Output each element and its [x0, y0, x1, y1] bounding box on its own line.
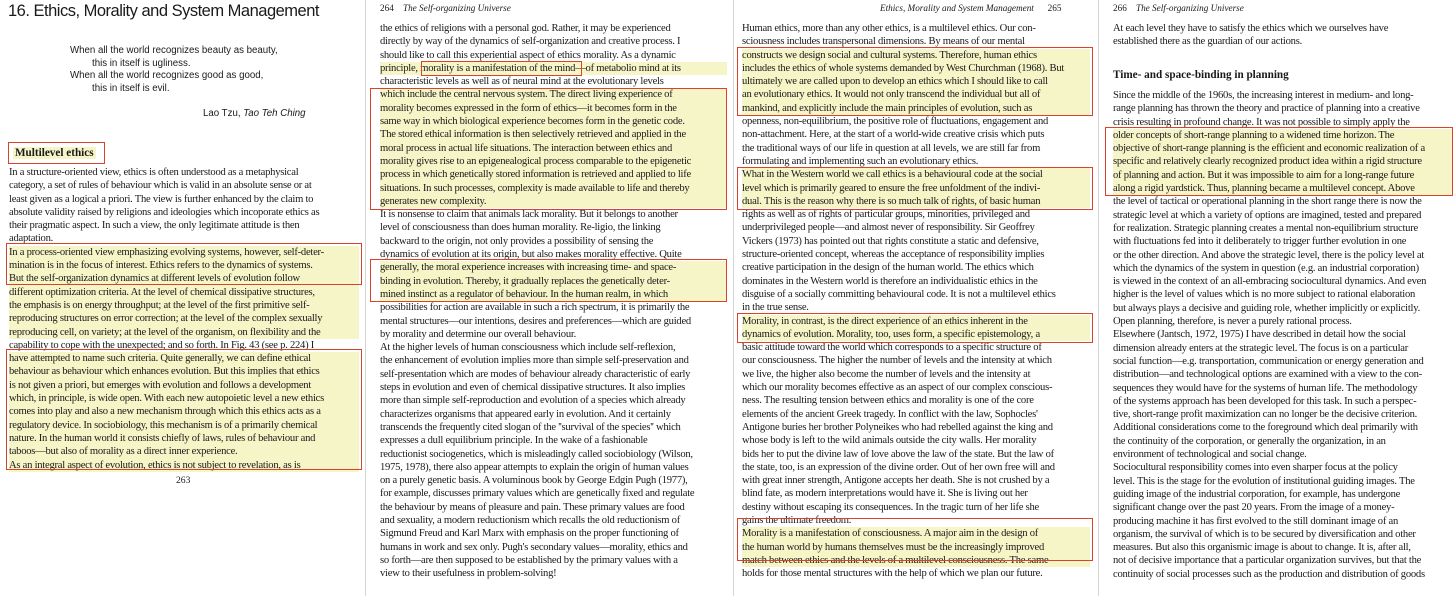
- text-line: should like to call this experiential aspect of ethics morality. As a dynamic: [380, 49, 676, 61]
- text-line: for realization. Strategic planning creates a mental non-equilibrium structure: [1113, 222, 1418, 234]
- text-line: basic attitude toward the world which corresponds to a specific structure of: [742, 342, 1042, 354]
- text-line: which, in principle, is wide open. With each new autopoietic level a new ethics: [9, 392, 359, 405]
- text-line: an evolutionary ethics. It would not only transcend the individual but all of: [742, 88, 1090, 101]
- epigraph-line: When all the world recognizes beauty as beauty,: [70, 45, 278, 56]
- page-number: 266: [1113, 3, 1127, 13]
- text-line: generates new complexity.: [380, 195, 727, 208]
- text-line: elements of the ancient Greek tragedy. In conflict with the law, Sophocles': [742, 408, 1038, 420]
- text-line: holds for those mental structures with the help of which we plan our future.: [742, 568, 1043, 580]
- text-line: sciousness includes transpersonal dimensions. By means of our mental: [742, 36, 1025, 48]
- body-text: [1113, 89, 1452, 581]
- text-line: Vickers (1973) has pointed out that rights constitute a static and defensive,: [742, 235, 1039, 247]
- text-line: Sociocultural responsibility comes into even sharper focus at the policy: [1113, 462, 1398, 474]
- text-line: objective of short-range planning is the efficient and economic realization of a: [1113, 142, 1452, 155]
- text-line: Additional considerations come to the foreground which deal primarily with: [1113, 422, 1418, 434]
- text-line: steps in evolution and even of chemical dissipative structures. It also implies: [380, 382, 686, 394]
- text-line: which the dynamics of the system in question (e.g. an industrial corporation): [1113, 262, 1419, 274]
- body-text: [380, 22, 727, 580]
- text-line: dual. This is the reason why there is so much talk of rights, of basic human: [742, 195, 1090, 208]
- text-line: constructs we design social and cultural systems. Therefore, human ethics: [742, 49, 1090, 62]
- text-line: for example, discusses primary values which are genetically fixed and regulate: [380, 488, 695, 500]
- text-line: level which is primarily geared to ensure the free unfoldment of the indivi-: [742, 182, 1090, 195]
- text-line: in the true sense.: [742, 302, 809, 314]
- text-line: the ethics of religions with a personal god. Rather, it may be experienced: [380, 23, 671, 34]
- text-line: guiding image of the industrial corporation, for example, has undergone: [1113, 488, 1401, 500]
- text-line: formulating and implementing such an evolutionary ethics.: [742, 155, 979, 167]
- epigraph-line: this in itself is ugliness.: [92, 57, 191, 69]
- running-title: Ethics, Morality and System Management: [880, 3, 1034, 13]
- text-line: the state, too, is an expression of the divine order. Out of her own free will and: [742, 461, 1055, 473]
- text-line: principle, morality is a manifestation of the mind—of metabolio mind at its: [380, 62, 727, 75]
- text-line: absolute validity raised by religions and ideologies which incoporate ethics as: [9, 206, 320, 218]
- text-line: Human ethics, more than any other ethics, is a multilevel ethics. Our con-: [742, 23, 1036, 34]
- text-line: The stored ethical information is then selectively retrieved and applied in the: [380, 128, 727, 141]
- text-line: their pragmatic aspect. In such a view, the only legitimate attitude is then: [9, 220, 300, 232]
- text-line: Morality, in contrast, is the direct experience of an ethics inherent in the: [742, 315, 1090, 328]
- text-line: whose body is left to the wild animals outside the city walls. Her morality: [742, 435, 1037, 447]
- text-line: of the systems approach has been developed for this task. In such a perspec-: [1113, 395, 1417, 407]
- section-heading-time-space-binding: Time- and space-binding in planning: [1113, 69, 1289, 81]
- text-line: mental structures—our intentions, desires and preferences—which are guided: [380, 315, 691, 327]
- text-line: established there as the guardian of our actions.: [1113, 36, 1302, 48]
- page-264: [366, 0, 733, 596]
- body-text-top: [1113, 22, 1452, 49]
- attribution-work: Tao Teh Ching: [243, 108, 306, 119]
- text-line: or the other direction. And above the strategic level, there is the policy level at: [1113, 249, 1425, 261]
- text-line: self-presentation which are modes of behaviour already characteristic of early: [380, 368, 691, 380]
- section-heading-multilevel-ethics: Multilevel ethics: [15, 147, 94, 159]
- text-line: includes the ethics of whole systems demanded by West Churchman (1968). But: [742, 62, 1090, 75]
- text-line: producing machine it has first evolved to the still dominant image of an: [1113, 515, 1399, 527]
- text-line: which our morality becomes effective as an aspect of our complex conscious-: [742, 382, 1053, 394]
- text-line: What in the Western world we call ethics is a behavioural code at the social: [742, 168, 1090, 181]
- text-line: the human world by humans themselves must be the increasingly improved: [742, 541, 1090, 554]
- body-text: [742, 22, 1090, 580]
- text-line: As an integral aspect of evolution, ethics is not subject to revelation, as is: [9, 459, 359, 472]
- page-263: [0, 0, 365, 596]
- text-line: At the higher levels of human consciousness which include self-reflexion,: [380, 342, 676, 354]
- text-line: destiny without escaping its consequences. In the tragic turn of her life she: [742, 501, 1040, 513]
- text-line: It is nonsense to claim that animals lack morality. But it belongs to another: [380, 209, 678, 221]
- text-line: environment of technological and social change.: [1113, 449, 1307, 461]
- attribution-author: Lao Tzu,: [203, 108, 244, 119]
- text-line: level. This is the stage for the evolution of institutional guiding images. The: [1113, 475, 1415, 487]
- text-line: is viewed in the context of an all-embracing sociocultural dynamics. And even: [1113, 276, 1427, 288]
- text-line: dimension already enters at the strategic level. The focus is on a particular: [1113, 342, 1409, 354]
- text-line: older concepts of short-range planning to a widened time horizon. The: [1113, 129, 1452, 142]
- text-line: ness. The resulting tension between ethics and morality is one of the core: [742, 395, 1034, 407]
- text-line: so forth—are then supposed to be established by the primary values with a: [380, 554, 678, 566]
- page-265: [734, 0, 1098, 596]
- epigraph: [70, 45, 278, 95]
- epigraph-line: When all the world recognizes good as good,: [70, 70, 264, 82]
- text-line: view to their usefulness in problem-solving!: [380, 568, 557, 580]
- text-line: dominates in the Western world is therefore an individualistic ethics in the: [742, 275, 1038, 287]
- text-line: crisis resulting in profound change. It was not possible to simply apply the: [1113, 116, 1410, 128]
- text-line: backward to the origin, not only provides a possibility of sensing the: [380, 235, 654, 247]
- text-line: Antigone buries her brother Polyneikes who had rebelled against the king and: [742, 421, 1053, 433]
- text-line: the enhancement of evolution implies more than simple self-preservation and: [380, 355, 689, 367]
- page-number: 263: [176, 475, 191, 486]
- text-line: Open planning, therefore, is never a purely rational process.: [1113, 316, 1352, 328]
- text-line: Sigmund Freud and Karl Marx with emphasis on the proper functioning of: [380, 528, 679, 540]
- body-text: [9, 166, 359, 472]
- text-line: directly by way of the dynamics of self-organization and creative process. I: [380, 36, 681, 48]
- text-line: behaviour as behaviour which enhances evolution. But this implies that ethics: [9, 365, 359, 378]
- running-title: The Self-organizing Universe: [402, 3, 511, 13]
- text-line: reductionist sociogenetics, which is misleadingly called sociobiology (Wilson,: [380, 448, 693, 460]
- text-line: ultimately we are called upon to develop an ethics which I should like to call: [742, 75, 1090, 88]
- text-line: with fluctuations fed into it deliberately to trigger further evolution in one: [1113, 236, 1407, 248]
- running-head: [1113, 3, 1244, 13]
- text-line: least given as a logical a priori. The view is further enhanced by the claim to: [9, 193, 314, 205]
- text-line: But the self-organization dynamics at different levels of evolution follow: [9, 272, 359, 285]
- text-line: our consciousness. The higher the number of levels and the intensity at which: [742, 355, 1052, 367]
- text-line: more than simple self-reproduction and evolution of a species which already: [380, 395, 686, 407]
- running-head: [380, 3, 511, 13]
- text-line: of planning and action. But it was impossible to aim for a long-range future: [1113, 169, 1452, 182]
- text-line: taboos—but also of morality as a direct inner experience.: [9, 445, 359, 458]
- text-line: not of decisive importance that a particular organization survives, but that the: [1113, 555, 1422, 567]
- text-line: the traditional ways of our life in question at all levels, we are still far from: [742, 142, 1041, 154]
- text-line: continuity of social processes such as the production and distribution of goods: [1113, 568, 1425, 580]
- text-line: have attempted to name such criteria. Quite generally, we can define ethical: [9, 352, 359, 365]
- text-line: regulatory device. In sociobiology, this mechanism is of a primarily chemical: [9, 419, 359, 432]
- text-line: situations. In such processes, complexity is made available to life and thereby: [380, 182, 727, 195]
- text-line: the emphasis is on energy throughput; at the level of the first primitive self-: [9, 299, 359, 312]
- text-line: sequences they would have for the systems of human life. The methodology: [1113, 382, 1418, 394]
- text-line: match between ethics and the levels of a multilevel consciousness. The same: [742, 554, 1090, 567]
- text-line: by morality and determine our overall behaviour.: [380, 328, 576, 340]
- text-line: Elsewhere (Jantsch, 1972, 1975) I have described in detail how the social: [1113, 329, 1406, 341]
- running-head: [880, 3, 1061, 13]
- text-line: the continuity of the corporation, or generally the organization, in an: [1113, 435, 1386, 447]
- text-line: Since the middle of the 1960s, the increasing interest in medium- and long-: [1113, 90, 1414, 101]
- text-line: characterizes organisms that appeared early in evolution. And it certainly: [380, 408, 671, 420]
- text-line: measures. But also this organismic image is about to change. It is, after all,: [1113, 542, 1411, 554]
- text-line: is not given a priori, but emerges with evolution and follows a development: [9, 379, 359, 392]
- text-line: characteristic levels as well as of neural mind at the evolutionary levels: [380, 76, 664, 88]
- epigraph-attribution: [203, 108, 306, 119]
- text-line: Morality is a manifestation of consciousness. A major aim in the design of: [742, 527, 1090, 540]
- text-line: gains the ultimate freedom.: [742, 514, 852, 526]
- text-line: level of consciousness than does human morality. Re-ligio, the linking: [380, 222, 661, 234]
- page-number: 264: [380, 3, 394, 13]
- text-line: 1975, 1978), there also appear attempts to explain the origin of human values: [380, 461, 689, 473]
- text-line: category, a set of rules of behaviour which is valid in an absolute sense or at: [9, 180, 312, 192]
- text-line: transcends the frequently cited slogan of the ''survival of the species'' which: [380, 421, 681, 433]
- text-line: morality gives rise to an epigenealogical process comparable to the epigenetic: [380, 155, 727, 168]
- running-title: The Self-organizing Universe: [1135, 3, 1244, 13]
- text-line: In a process-oriented view emphasizing evolving systems, however, self-deter-: [9, 246, 359, 259]
- text-line: generally, the moral experience increases with increasing time- and space-: [380, 261, 727, 274]
- text-line: dynamics of evolution. Morality, too, uses form, a specific epistemology, a: [742, 328, 1090, 341]
- text-line: morality becomes expressed in the form of ethics—it becomes form in the: [380, 102, 727, 115]
- text-line: expresses a dull equilibrium principle. In the wake of a fashionable: [380, 435, 648, 447]
- text-line: the level of tactical or operational planning in the short range there is now the: [1113, 196, 1422, 208]
- text-line: non-attachment. Here, at the start of a world-wide creative crisis which puts: [742, 129, 1045, 141]
- text-line: binding in evolution. Thereby, it gradually replaces the genetically deter-: [380, 275, 727, 288]
- text-line: nature. In the human world it consists chiefly of laws, rules of behaviour and: [9, 432, 359, 445]
- text-line: comes into play and also a new mechanism through which this ethics acts as a: [9, 405, 359, 418]
- text-line: moral process in actual life situations. The interaction between ethics and: [380, 142, 727, 155]
- text-line: creative participation in the design of the human world. The ethics which: [742, 262, 1034, 274]
- chapter-title: 16. Ethics, Morality and System Management: [8, 2, 319, 20]
- text-line: different optimization criteria. At the level of chemical dissipative structures,: [9, 286, 359, 299]
- text-line: but always plays a decisive and guiding role, whether implicitly or explicitly.: [1113, 302, 1421, 314]
- text-line: strategic level at which a variety of options are imagined, tested and prepared: [1113, 209, 1422, 221]
- text-line: significant change over the past 20 years. From the image of a money-: [1113, 502, 1395, 514]
- text-line: organism, the survival of which is to be secured by diversification and other: [1113, 528, 1416, 540]
- text-line: dynamics of evolution at its origin, but also makes morality effective. Quite: [380, 249, 682, 261]
- text-line: adaptation.: [9, 233, 54, 245]
- text-line: rights as well as of rights of particular groups, minorities, privileged and: [742, 209, 1030, 221]
- text-line: same way in which biological experience becomes form in the genetic code.: [380, 115, 727, 128]
- text-line: which include the central nervous system. The direct living experience of: [380, 88, 727, 101]
- text-line: range planning has thrown the theory and practice of planning into a creative: [1113, 103, 1420, 115]
- text-line: on a purely genetic basis. A voluminous book by George Edgin Pugh (1977),: [380, 475, 688, 487]
- text-line: bids her to put the divine law of love above the law of the state. But the law of: [742, 448, 1054, 460]
- text-line: reproducing structures on error correction; at the level of the complex sexually: [9, 312, 359, 325]
- text-line: openness, non-equilibrium, the positive role of fluctuations, engagement and: [742, 116, 1049, 128]
- text-line: In a structure-oriented view, ethics is often understood as a metaphysical: [9, 167, 299, 178]
- text-line: blind fate, as modern interpretations would have it. She is living out her: [742, 488, 1028, 500]
- text-line: mination is in the focus of interest. Ethics refers to the dynamics of systems.: [9, 259, 359, 272]
- page-number: 265: [1047, 3, 1062, 13]
- text-line: with great inner strength, Antigone accepts her death. She is not crushed by a: [742, 475, 1050, 487]
- text-line: higher is the level of values which is no more subject to rational elaboration: [1113, 289, 1416, 301]
- text-line: process in which genetically stored information is retrieved and applied to life: [380, 168, 727, 181]
- text-line: humans in work and sex only. Pugh's secondary values—morality, ethics and: [380, 541, 688, 553]
- epigraph-line: this in itself is evil.: [92, 82, 170, 94]
- text-line: disguise of a socially committing behavioural code. It is not a multilevel ethics: [742, 288, 1056, 300]
- text-line: distribution—and technological options are examined with a view to the con-: [1113, 369, 1422, 381]
- text-line: mankind, and explicitly include the main principles of evolution, such as: [742, 102, 1090, 115]
- text-line: and sexuality, a modern reductionism which recalls the old reductionism of: [380, 514, 681, 526]
- text-line: reproducing cell, on variety; at the level of the organism, on flexibility and the: [9, 326, 359, 339]
- text-line: along a rigid yardstick. Thus, planning became a multilevel concept. Above: [1113, 182, 1452, 195]
- text-line: the behaviour by means of pleasure and pain. These primary values are food: [380, 501, 685, 513]
- text-line: specific and relatively clearly recognized product idea within a rigid structure: [1113, 155, 1452, 168]
- text-line: we live, the higher also become the number of levels and the intensity at: [742, 368, 1031, 380]
- page-266: [1099, 0, 1456, 596]
- text-line: capability to cope with the unexpected; and so forth. In Fig. 43 (see p. 224) I: [9, 339, 315, 351]
- text-line: social function—e.g. transportation, communication or energy generation and: [1113, 355, 1424, 367]
- text-line: possibilities for action are available in such a rich spectrum, it is primarily the: [380, 302, 690, 314]
- text-line: underprivileged people—and almost never of responsibility. Sir Geoffrey: [742, 222, 1035, 234]
- text-line: mined instinct as a regulator of behaviour. In the human realm, in which: [380, 288, 727, 301]
- text-line: tive, short-range profit maximization can no longer be the decisive criterion.: [1113, 409, 1418, 421]
- text-line: structure-oriented concept, whereas the acceptance of responsibility implies: [742, 249, 1045, 261]
- text-line: At each level they have to satisfy the ethics which we ourselves have: [1113, 23, 1389, 34]
